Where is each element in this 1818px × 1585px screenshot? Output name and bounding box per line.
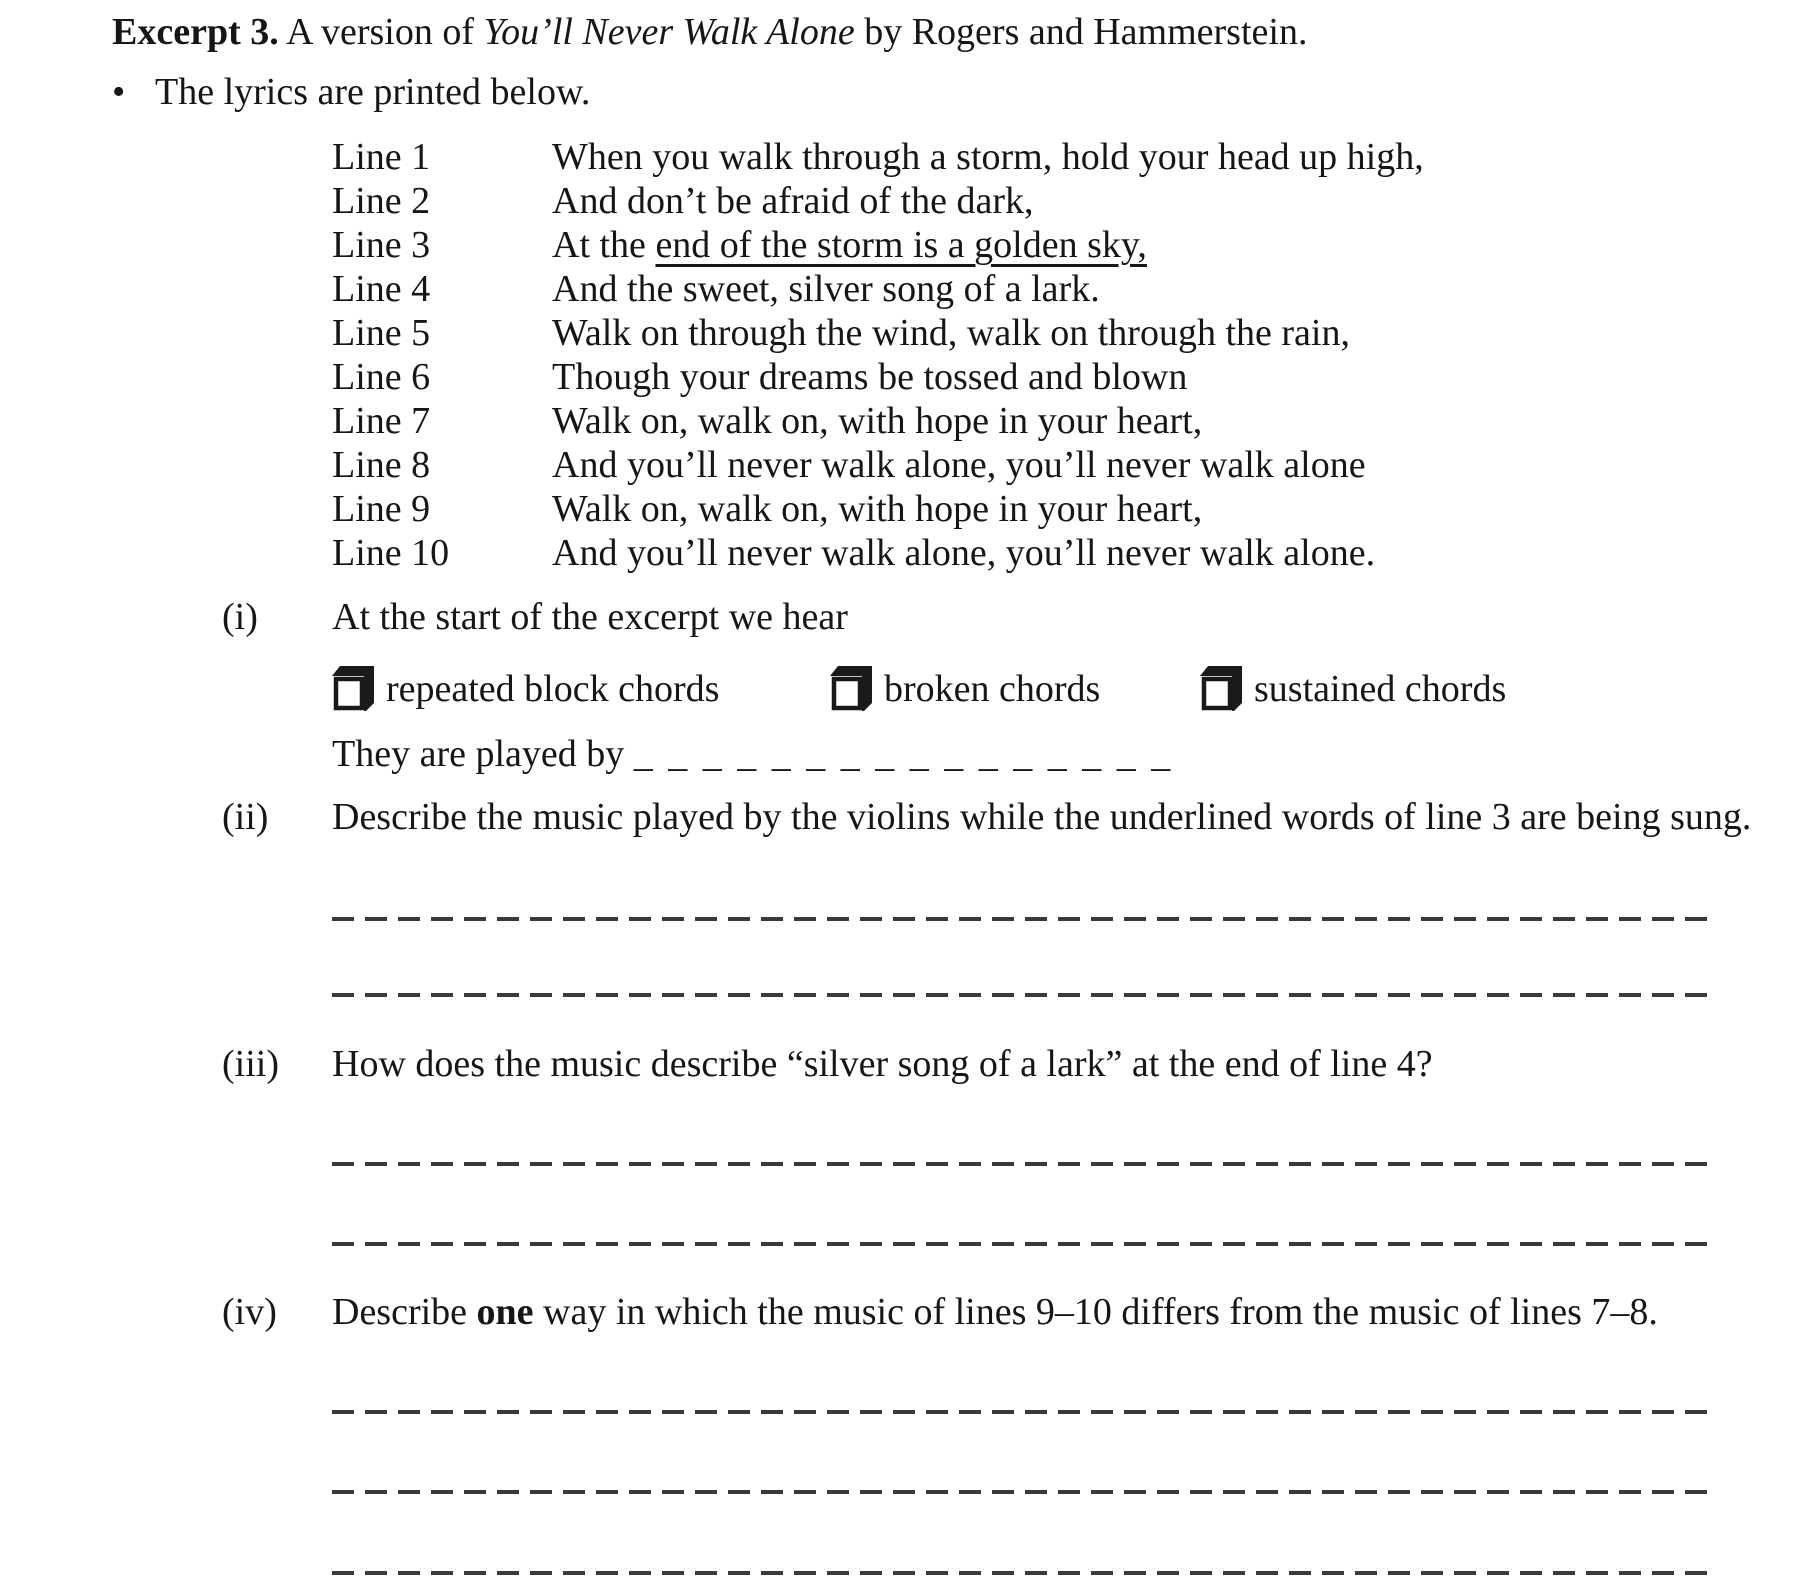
question-i-options — [332, 665, 1818, 712]
question-i — [222, 595, 1818, 639]
lyric-text: Walk on, walk on, with hope in your heart, — [552, 488, 1203, 530]
option-broken-chords[interactable] — [830, 665, 1200, 712]
answer-line[interactable] — [332, 1490, 1707, 1494]
song-title: You’ll Never Walk Alone — [483, 11, 855, 53]
option-label: repeated block chords — [386, 667, 720, 710]
lyric-text: Walk on, walk on, with hope in your heart, — [552, 400, 1203, 442]
checkbox-icon[interactable] — [1200, 666, 1242, 711]
answer-line[interactable] — [332, 917, 1707, 921]
answer-line[interactable] — [332, 1410, 1707, 1414]
answer-line[interactable] — [332, 993, 1707, 997]
lyric-row — [332, 267, 1818, 311]
question-i-number: (i) — [222, 596, 258, 638]
lyric-row — [332, 355, 1818, 399]
question-iv-bold-word: one — [476, 1291, 534, 1333]
lyric-text: And don’t be afraid of the dark, — [552, 180, 1034, 222]
lyric-line-label: Line 6 — [332, 356, 431, 398]
lyric-text — [552, 223, 1147, 267]
question-iv-text-after: way in which the music of lines 9–10 differs from the music of lines 7–8. — [533, 1291, 1658, 1333]
lyric-row — [332, 179, 1818, 223]
lyric-text: And you’ll never walk alone, you’ll never walk alone — [552, 444, 1366, 486]
lyric-text-underlined: end of the storm is a golden sky, — [655, 224, 1147, 266]
question-iv-text — [332, 1290, 1658, 1334]
lyric-line-label: Line 10 — [332, 532, 450, 574]
lyric-line-label: Line 4 — [332, 268, 431, 310]
answer-line[interactable] — [332, 1242, 1707, 1246]
bullet-icon: • — [112, 71, 126, 113]
lyrics-block — [332, 135, 1818, 575]
lyric-text: Though your dreams be tossed and blown — [552, 356, 1188, 398]
lyric-line-label: Line 8 — [332, 444, 431, 486]
question-ii-text: Describe the music played by the violins while the underlined words of line 3 are being sung. — [332, 796, 1752, 838]
lyric-text: And the sweet, silver song of a lark. — [552, 268, 1100, 310]
lyric-row — [332, 311, 1818, 355]
lyric-line-label: Line 1 — [332, 136, 431, 178]
bullet-text: The lyrics are printed below. — [155, 71, 591, 113]
lyric-text-plain: At the — [552, 224, 656, 266]
question-ii-number: (ii) — [222, 796, 269, 838]
excerpt-heading — [112, 10, 1818, 54]
lyric-text: When you walk through a storm, hold your head up high, — [552, 136, 1424, 178]
heading-text-after-title: by Rogers and Hammerstein. — [854, 11, 1308, 53]
question-iv-number: (iv) — [222, 1291, 277, 1333]
checkbox-icon[interactable] — [830, 666, 872, 711]
question-iii — [222, 1042, 1818, 1086]
lyric-line-label: Line 5 — [332, 312, 431, 354]
checkbox-icon[interactable] — [332, 666, 374, 711]
question-i-text: At the start of the excerpt we hear — [332, 596, 848, 638]
question-iii-text: How does the music describe “silver song of a lark” at the end of line 4? — [332, 1043, 1433, 1085]
question-iii-number: (iii) — [222, 1043, 279, 1085]
answer-line[interactable] — [332, 1571, 1707, 1575]
played-by-label: They are played by — [332, 733, 634, 775]
lyric-line-label: Line 7 — [332, 400, 431, 442]
option-sustained-chords[interactable] — [1200, 665, 1506, 712]
bullet-item — [112, 70, 1818, 114]
heading-text-before-title: A version of — [278, 11, 484, 53]
lyric-row — [332, 487, 1818, 531]
lyric-line-label: Line 3 — [332, 224, 431, 266]
lyric-line-label: Line 9 — [332, 488, 431, 530]
option-repeated-block-chords[interactable] — [332, 665, 830, 712]
answer-blank[interactable]: _ _ _ _ _ _ _ _ _ _ _ _ _ _ _ _ — [633, 733, 1174, 775]
lyric-row — [332, 443, 1818, 487]
lyric-text: And you’ll never walk alone, you’ll never walk alone. — [552, 532, 1376, 574]
lyric-row — [332, 223, 1818, 267]
question-i-followup — [332, 732, 1818, 776]
lyric-row — [332, 531, 1818, 575]
lyric-row — [332, 399, 1818, 443]
question-ii — [222, 795, 1818, 839]
option-label: broken chords — [884, 667, 1101, 710]
excerpt-label: Excerpt 3. — [112, 11, 279, 53]
answer-line[interactable] — [332, 1162, 1707, 1166]
question-iv — [222, 1290, 1818, 1334]
option-label: sustained chords — [1254, 667, 1507, 710]
lyric-row — [332, 135, 1818, 179]
question-iv-text-before: Describe — [332, 1291, 477, 1333]
lyric-line-label: Line 2 — [332, 180, 431, 222]
lyric-text: Walk on through the wind, walk on through the rain, — [552, 312, 1350, 354]
